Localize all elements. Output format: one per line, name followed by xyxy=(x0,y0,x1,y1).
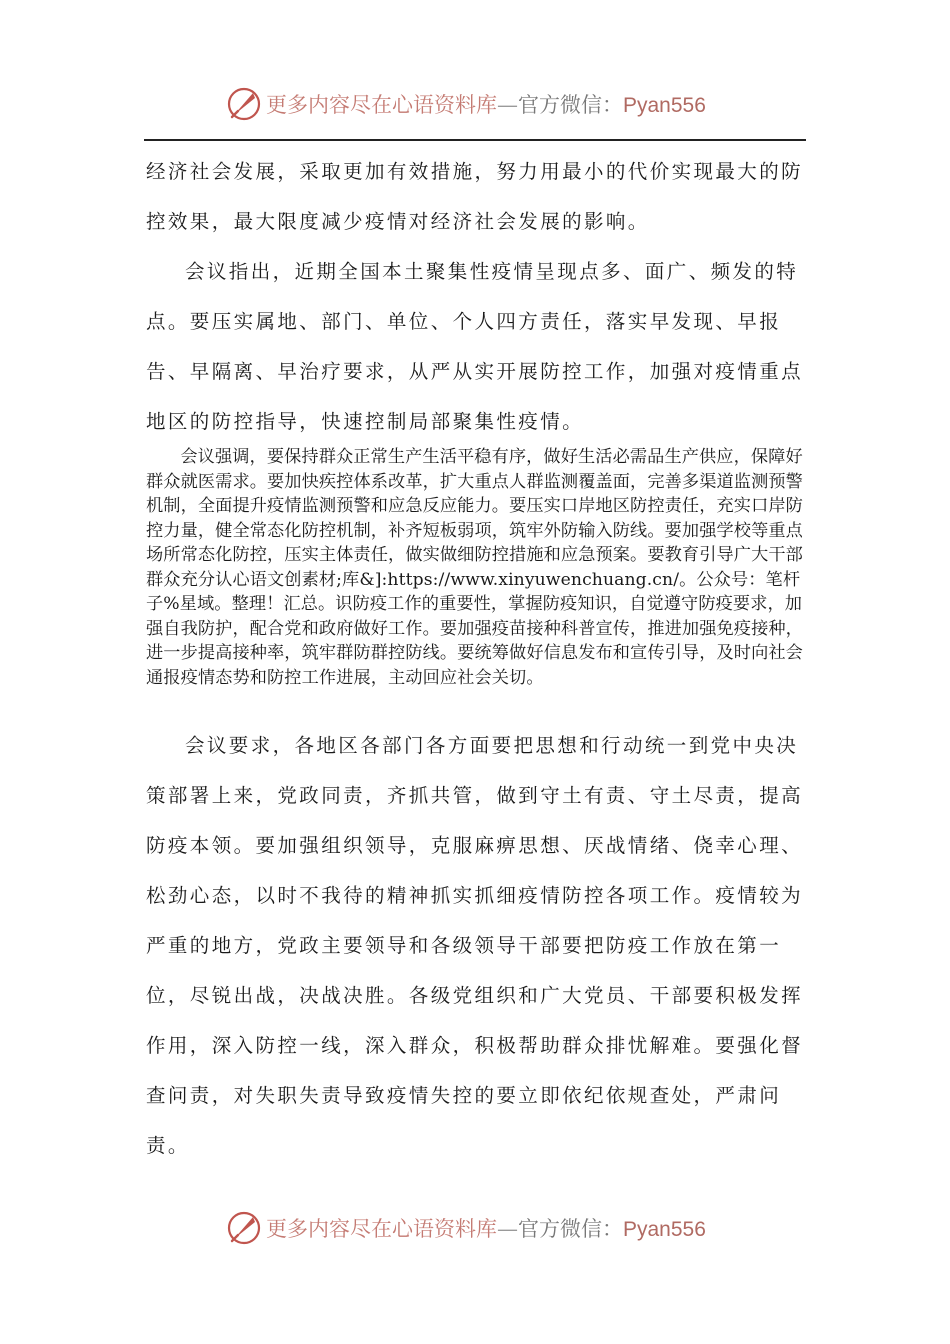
banner-dash: — xyxy=(497,93,518,117)
paragraph-4: 会议要求，各地区各部门各方面要把思想和行动统一到党中央决策部署上来，党政同责，齐抓共管，做到守土有责、守土尽责，提高防疫本领。要加强组织领导，克服麻痹思想、厌战情绪、侥幸心理、松劲心态，以时不我待的精神抓实抓细疫情防控各项工作。疫情较为严重的地方，党政主要领导和各级领导干部要把防疫工作放在第一位，尽锐出战，决战决胜。各级党组织和广大党员、干部要积极发挥作用，深入防控一线，深入群众，积极帮助群众排忧解难。要强化督查问责，对失职失责导致疫情失控的要立即依纪依规查处，严肃问责。 xyxy=(146,734,804,1157)
banner-official-label: 官方微信： xyxy=(518,93,623,117)
banner-main-text: 更多内容尽在心语资料库 xyxy=(266,1217,497,1241)
banner-dash: — xyxy=(497,1217,518,1241)
quill-logo-icon xyxy=(226,1210,262,1246)
paragraph-3: 会议强调，要保持群众正常生产生活平稳有序，做好生活必需品生产供应，保障好群众就医需求。要加快疾控体系改革，扩大重点人群监测覆盖面，完善多渠道监测预警机制，全面提升疫情监测预警和应急反应能力。要压实口岸地区防控责任，充实口岸防控力量，健全常态化防控机制，补齐短板弱项，筑牢外防输入防线。要加强学校等重点场所常态化防控，压实主体责任，做实做细防控措施和应急预案。要教育引导广大干部群众充分认心语文创素材;库&]:https://www.xinyuwenchuang.cn/。公众号：笔杆子%星域。整理！汇总。识防疫工作的重要性，掌握防疫知识，自觉遵守防疫要求，加强自我防护，配合党和政府做好工作。要加强疫苗接种科普宣传，推进加强免疫接种，进一步提高接种率，筑牢群防群控防线。要统筹做好信息发布和宣传引导，及时向社会通报疫情态势和防控工作进展，主动回应社会关切。 xyxy=(146,447,803,688)
paragraph-1: 经济社会发展，采取更加有效措施，努力用最小的代价实现最大的防控效果，最大限度减少疫情对经济社会发展的影响。 xyxy=(146,160,804,233)
quill-logo-icon xyxy=(226,86,262,122)
header-banner xyxy=(226,84,746,124)
header-divider xyxy=(144,139,806,141)
banner-text xyxy=(266,89,706,119)
banner-main-text: 更多内容尽在心语资料库 xyxy=(266,93,497,117)
banner-wechat-id: Pyan556 xyxy=(623,94,706,117)
paragraph-2: 会议指出，近期全国本土聚集性疫情呈现点多、面广、频发的特点。要压实属地、部门、单位、个人四方责任，落实早发现、早报告、早隔离、早治疗要求，从严从实开展防控工作，加强对疫情重点地区的防控指导，快速控制局部聚集性疫情。 xyxy=(146,260,804,433)
footer-banner xyxy=(226,1208,746,1248)
banner-official-label: 官方微信： xyxy=(518,1217,623,1241)
banner-wechat-id: Pyan556 xyxy=(623,1218,706,1241)
banner-text xyxy=(266,1213,706,1243)
